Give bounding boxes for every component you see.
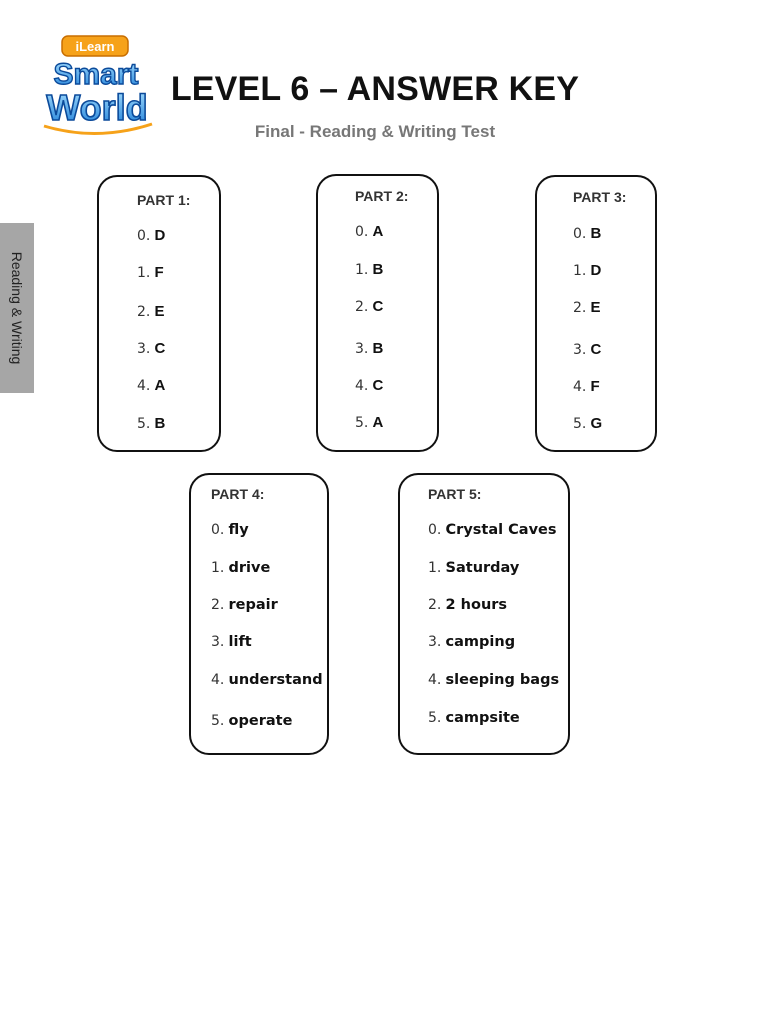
svg-text:iLearn: iLearn: [75, 39, 115, 54]
part-4-title: PART 4:: [211, 486, 265, 502]
page-title: LEVEL 6 – ANSWER KEY: [170, 70, 580, 108]
answer-item: 4. F: [573, 378, 600, 395]
answer-item: 0. B: [573, 225, 602, 242]
part-3-box: [535, 175, 657, 452]
answer-item: 4. understand: [211, 672, 323, 688]
part-1-title: PART 1:: [137, 192, 191, 208]
answer-item: 0. fly: [211, 522, 249, 538]
answer-item: 0. D: [137, 227, 166, 244]
side-tab-reading-writing: [0, 223, 34, 393]
page-subtitle: Final - Reading & Writing Test: [254, 122, 496, 141]
part-2-title: PART 2:: [355, 188, 409, 204]
answer-item: 4. A: [137, 377, 166, 394]
answer-item: 2. repair: [211, 597, 278, 613]
answer-item: 1. F: [137, 264, 164, 281]
smart-world-logo: [30, 34, 165, 139]
part-1-box: [97, 175, 221, 452]
answer-item: 3. C: [137, 340, 166, 357]
svg-text:Smart: Smart: [53, 58, 139, 91]
part-5-box: [398, 473, 570, 755]
part-2-box: [316, 174, 439, 452]
answer-item: 1. drive: [211, 560, 271, 576]
answer-item: 3. C: [573, 341, 602, 358]
answer-item: 5. B: [137, 415, 166, 432]
answer-item: 0. Crystal Caves: [428, 522, 557, 538]
answer-item: 5. A: [355, 414, 384, 431]
answer-item: 1. D: [573, 262, 602, 279]
answer-item: 5. campsite: [428, 710, 520, 726]
svg-text:World: World: [46, 87, 148, 128]
answer-item: 1. B: [355, 261, 384, 278]
answer-item: 5. operate: [211, 713, 293, 729]
part-5-title: PART 5:: [428, 486, 482, 502]
answer-item: 2. E: [137, 303, 165, 320]
part-3-title: PART 3:: [573, 189, 627, 205]
answer-item: 0. A: [355, 223, 384, 240]
answer-item: 4. C: [355, 377, 384, 394]
answer-item: 2. E: [573, 299, 601, 316]
answer-item: 2. C: [355, 298, 384, 315]
answer-item: 1. Saturday: [428, 560, 520, 576]
answer-item: 3. B: [355, 340, 384, 357]
side-tab-label: Reading & Writing: [9, 251, 25, 365]
answer-item: 5. G: [573, 415, 603, 432]
part-4-box: [189, 473, 329, 755]
answer-item: 2. 2 hours: [428, 597, 508, 613]
answer-item: 3. camping: [428, 634, 516, 650]
answer-item: 3. lift: [211, 634, 252, 650]
answer-item: 4. sleeping bags: [428, 672, 560, 688]
